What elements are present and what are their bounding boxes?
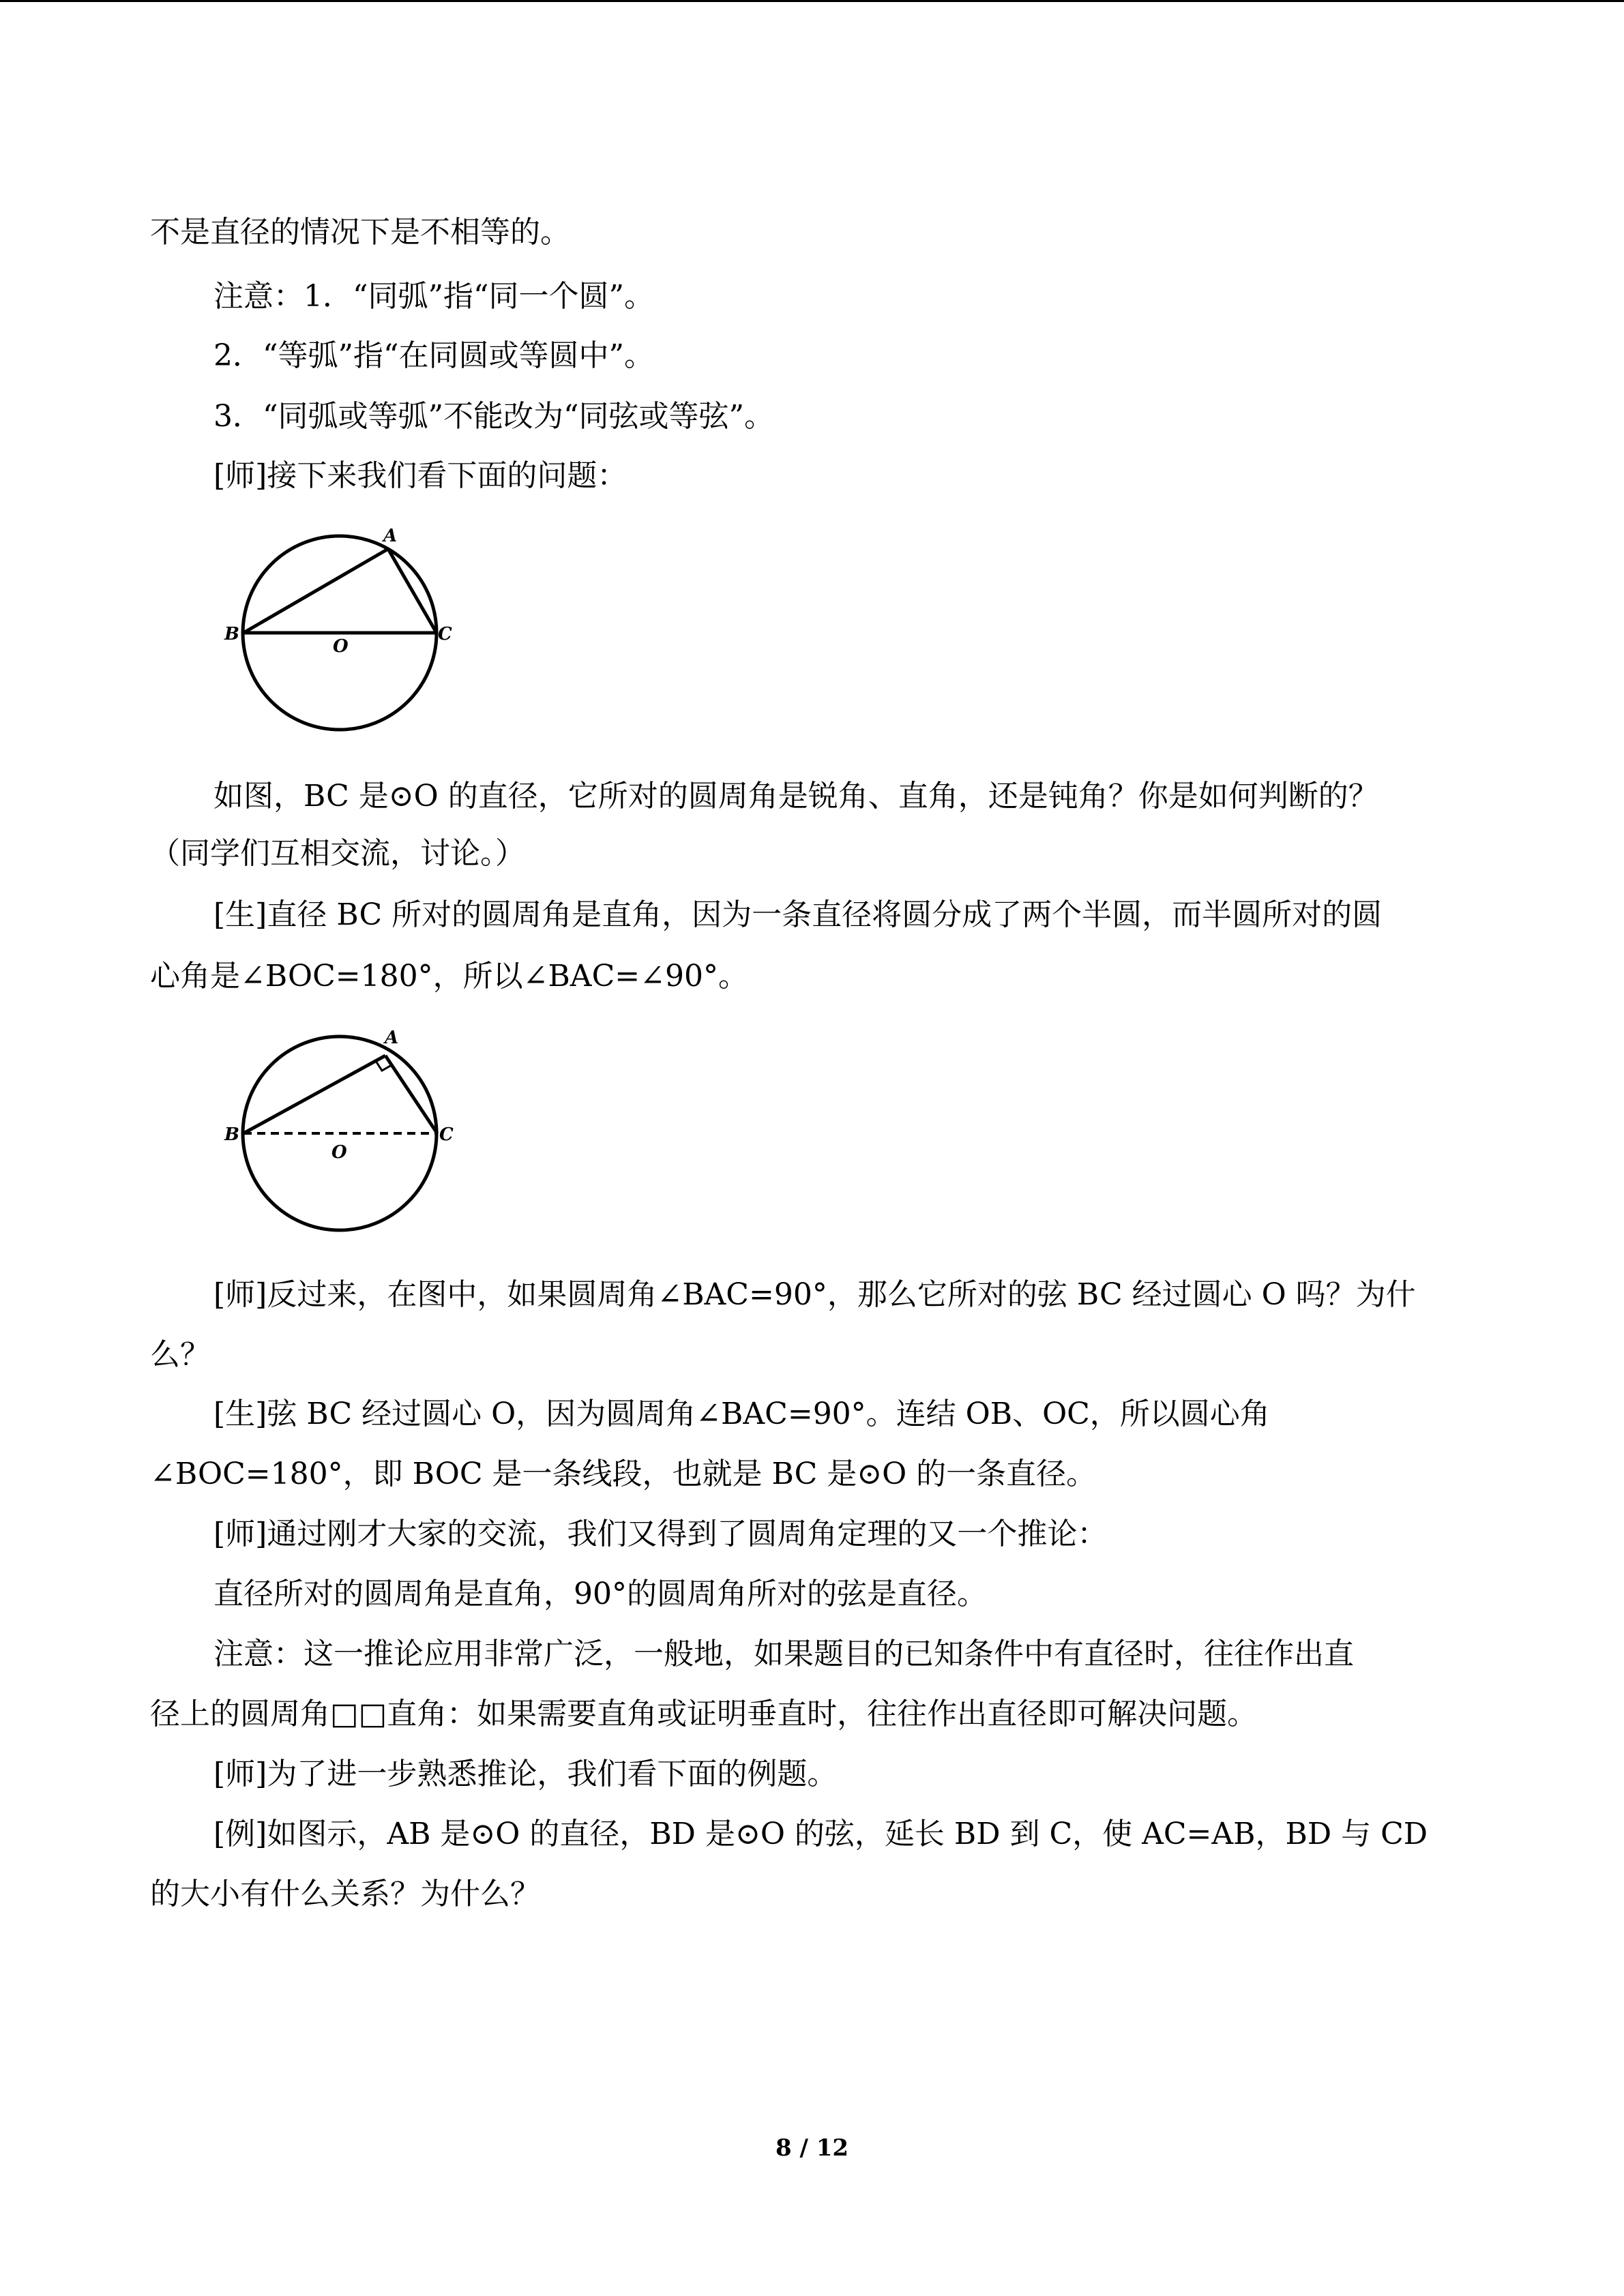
text-line: 如图，BC 是⊙O 的直径，它所对的圆周角是锐角、直角，还是钝角？你是如何判断的？ (213, 779, 1378, 814)
text-line: 2．“等弧”指“在同圆或等圆中”。 (213, 338, 654, 373)
chord-ac (388, 549, 437, 633)
text-line: 径上的圆周角□□直角：如果需要直角或证明垂直时，往往作出直径即可解决问题。 (150, 1697, 1258, 1731)
text-line: [师]反过来，在图中，如果圆周角∠BAC=90°，那么它所对的弦 BC 经过圆心 O 吗？为什 (213, 1277, 1416, 1312)
text-line: 心角是∠BOC=180°，所以∠BAC=∠90°。 (150, 959, 748, 994)
label-o: O (331, 1142, 347, 1163)
figure-circle-1 (218, 518, 464, 736)
text-line: [师]通过刚才大家的交流，我们又得到了圆周角定理的又一个推论： (213, 1517, 1108, 1551)
text-line: （同学们互相交流，讨论。） (150, 836, 525, 871)
label-c: C (439, 1124, 454, 1145)
label-b: B (224, 1124, 239, 1145)
text-line: [生]弦 BC 经过圆心 O，因为圆周角∠BAC=90°。连结 OB、OC，所以圆心角 (213, 1397, 1270, 1431)
text-line: 么？ (150, 1337, 210, 1372)
text-line: 注意：这一推论应用非常广泛，一般地，如果题目的已知条件中有直径时，往往作出直 (213, 1637, 1354, 1671)
page-number: 8 / 12 (775, 2134, 849, 2162)
label-o: O (333, 636, 349, 657)
label-a: A (383, 526, 398, 546)
text-line: 直径所对的圆周角是直角，90°的圆周角所对的弦是直径。 (213, 1577, 987, 1611)
text-line: ∠BOC=180°，即 BOC 是一条线段，也就是 BC 是⊙O 的一条直径。 (150, 1457, 1097, 1491)
text-line: 注意：1．“同弧”指“同一个圆”。 (213, 279, 654, 314)
chord-ba (243, 1056, 385, 1133)
text-line: 不是直径的情况下是不相等的。 (150, 215, 570, 250)
text-line: [例]如图示，AB 是⊙O 的直径，BD 是⊙O 的弦，延长 BD 到 C，使 AC=AB，BD 与 CD (213, 1817, 1428, 1851)
text-line: [师]为了进一步熟悉推论，我们看下面的例题。 (213, 1757, 838, 1791)
chord-ba (243, 549, 388, 633)
label-b: B (224, 624, 239, 644)
figure-circle-2 (218, 1023, 464, 1241)
text-line: 3．“同弧或等弧”不能改为“同弦或等弦”。 (213, 399, 774, 434)
top-border (0, 0, 1624, 2)
label-a: A (385, 1028, 399, 1048)
label-c: C (438, 624, 452, 644)
text-line: [师]接下来我们看下面的问题： (213, 458, 628, 493)
text-line: 的大小有什么关系？为什么？ (150, 1877, 540, 1911)
text-line: [生]直径 BC 所对的圆周角是直角，因为一条直径将圆分成了两个半圆，而半圆所对的圆 (213, 897, 1383, 932)
